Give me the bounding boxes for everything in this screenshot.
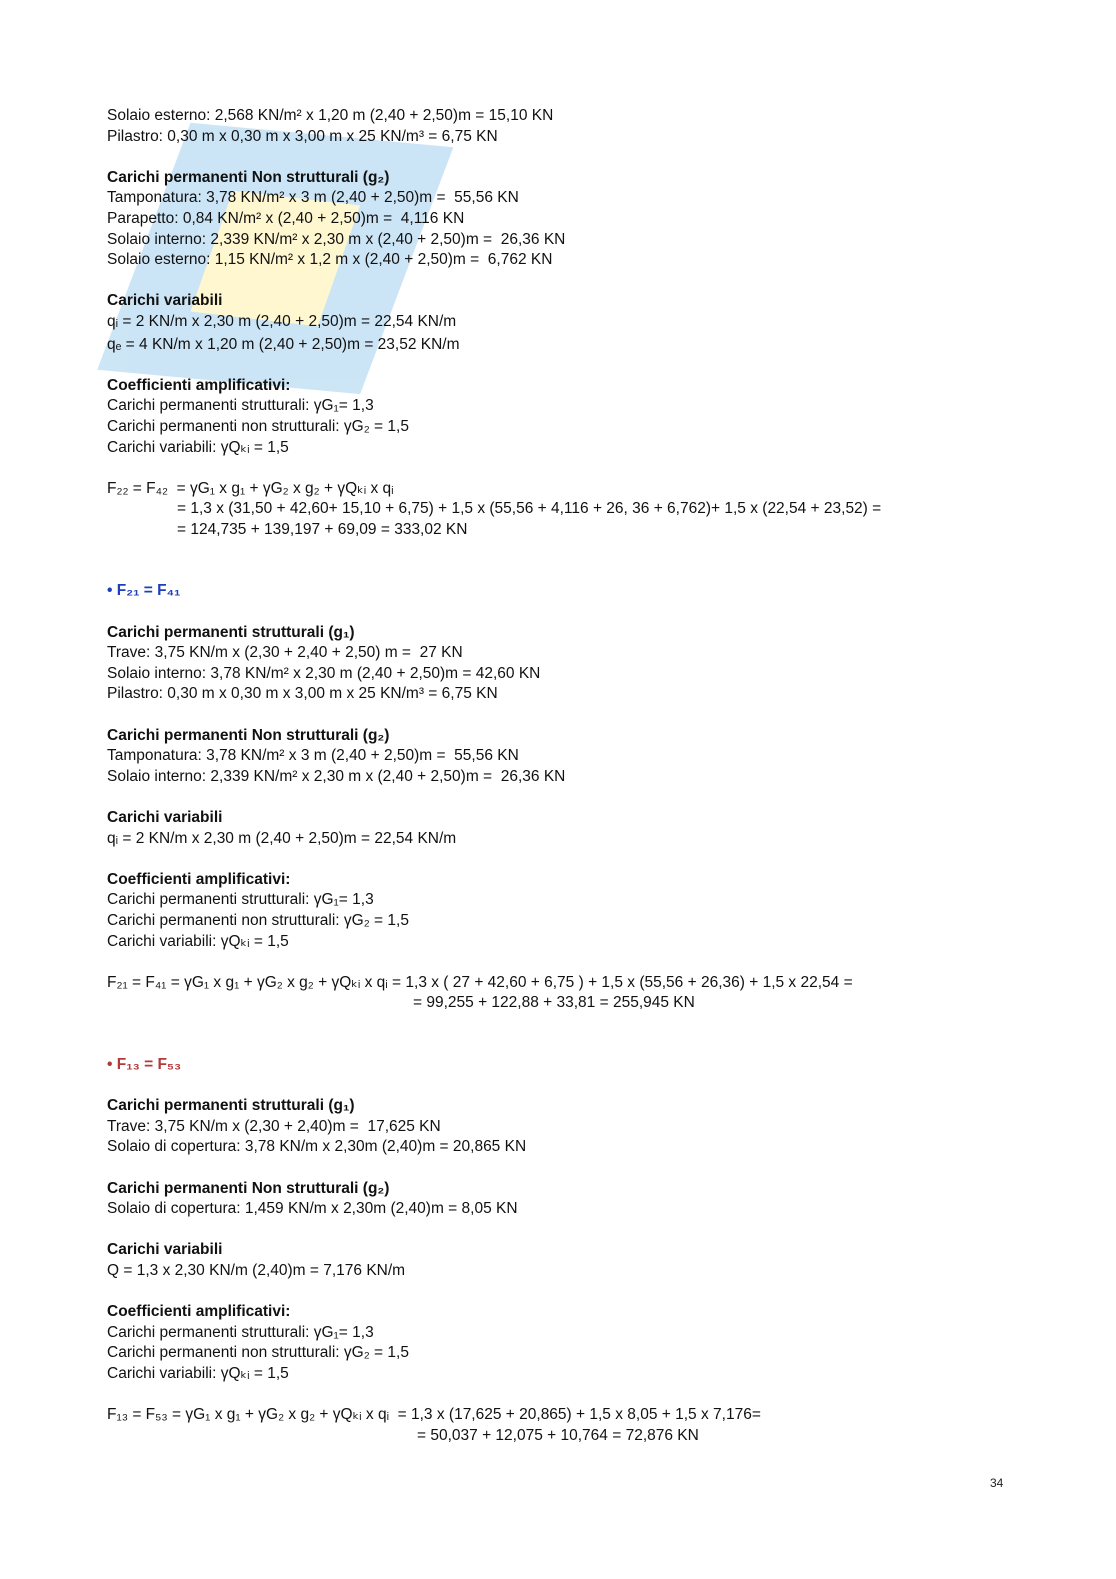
formula-line: F₂₁ = F₄₁ = γG₁ x g₁ + γG₂ x g₂ + γQₖᵢ x qᵢ = 1,3 x ( 27 + 42,60 + 6,75 ) + 1,5 x (55,56 + 26,36) + 1,5 x 22,54 = [107, 973, 853, 991]
text-line: Carichi variabili: γQₖᵢ = 1,5 [107, 438, 289, 456]
formula-line: = 50,037 + 12,075 + 10,764 = 72,876 KN [417, 1426, 699, 1444]
text-line: Carichi permanenti strutturali: γG₁= 1,3 [107, 891, 374, 909]
section-title: Carichi variabili [107, 1241, 223, 1259]
text-line: Pilastro: 0,30 m x 0,30 m x 3,00 m x 25 KN/m³ = 6,75 KN [107, 685, 498, 703]
text-line: Solaio interno: 2,339 KN/m² x 2,30 m x (2,40 + 2,50)m = 26,36 KN [107, 230, 566, 248]
section-title: Carichi permanenti Non strutturali (g₂) [107, 726, 390, 744]
text-line: Carichi permanenti non strutturali: γG₂ = 1,5 [107, 417, 409, 435]
formula-line: F₁₃ = F₅₃ = γG₁ x g₁ + γG₂ x g₂ + γQₖᵢ x qᵢ = 1,3 x (17,625 + 20,865) + 1,5 x 8,05 + 1,5 x 7,176= [107, 1406, 761, 1424]
text-line: Carichi permanenti non strutturali: γG₂ = 1,5 [107, 911, 409, 929]
section-title: Carichi variabili [107, 292, 223, 310]
text-line: Trave: 3,75 KN/m x (2,30 + 2,40)m = 17,625 KN [107, 1117, 441, 1135]
text-line: Tamponatura: 3,78 KN/m² x 3 m (2,40 + 2,50)m = 55,56 KN [107, 747, 519, 765]
formula-line: = 124,735 + 139,197 + 69,09 = 333,02 KN [177, 520, 468, 538]
text-line: Solaio interno: 2,339 KN/m² x 2,30 m x (2,40 + 2,50)m = 26,36 KN [107, 767, 566, 785]
text-line: Carichi permanenti strutturali: γG₁= 1,3 [107, 1323, 374, 1341]
section-title: Carichi variabili [107, 809, 223, 826]
text-line: Solaio di copertura: 3,78 KN/m x 2,30m (2,40)m = 20,865 KN [107, 1138, 527, 1156]
section-title: Carichi permanenti strutturali (g₁) [107, 623, 355, 641]
text-line: Carichi permanenti non strutturali: γG₂ = 1,5 [107, 1344, 409, 1362]
text-line: Carichi variabili: γQₖᵢ = 1,5 [107, 932, 289, 950]
section-title: Coefficienti amplificativi: [107, 1303, 291, 1321]
section-title: Carichi permanenti Non strutturali (g₂) [107, 168, 390, 186]
text-line: Parapetto: 0,84 KN/m² x (2,40 + 2,50)m = 4,116 KN [107, 209, 465, 227]
section-title: Coefficienti amplificativi: [107, 376, 291, 394]
text-line: Q = 1,3 x 2,30 KN/m (2,40)m = 7,176 KN/m [107, 1261, 406, 1279]
text-line: Tamponatura: 3,78 KN/m² x 3 m (2,40 + 2,50)m = 55,56 KN [107, 189, 519, 207]
text-line: qᵢ = 2 KN/m x 2,30 m (2,40 + 2,50)m = 22,54 KN/m [107, 312, 457, 330]
section-heading: • F₁₃ = F₅₃ [107, 1055, 182, 1073]
text-line: qᵢ = 2 KN/m x 2,30 m (2,40 + 2,50)m = 22,54 KN/m [107, 829, 457, 847]
text-line: Solaio di copertura: 1,459 KN/m x 2,30m (2,40)m = 8,05 KN [107, 1200, 518, 1218]
text-line: Carichi permanenti strutturali: γG₁= 1,3 [107, 397, 374, 415]
text-line: Pilastro: 0,30 m x 0,30 m x 3,00 m x 25 KN/m³ = 6,75 KN [107, 127, 498, 145]
text-line: Solaio esterno: 2,568 KN/m² x 1,20 m (2,40 + 2,50)m = 15,10 KN [107, 107, 554, 124]
section-heading: • F₂₁ = F₄₁ [107, 582, 181, 600]
section-title: Carichi permanenti strutturali (g₁) [107, 1097, 355, 1115]
text-line: Solaio interno: 3,78 KN/m² x 2,30 m (2,40 + 2,50)m = 42,60 KN [107, 664, 541, 682]
page-number: 34 [990, 1476, 1004, 1490]
formula-line: = 99,255 + 122,88 + 33,81 = 255,945 KN [413, 994, 695, 1012]
formula-line: F₂₂ = F₄₂ = γG₁ x g₁ + γG₂ x g₂ + γQₖᵢ x qᵢ [107, 479, 394, 497]
text-line: qₑ = 4 KN/m x 1,20 m (2,40 + 2,50)m = 23,52 KN/m [107, 335, 460, 353]
text-line: Carichi variabili: γQₖᵢ = 1,5 [107, 1364, 289, 1382]
formula-line: = 1,3 x (31,50 + 42,60+ 15,10 + 6,75) + 1,5 x (55,56 + 4,116 + 26, 36 + 6,762)+ 1,5 x (22,54 + 23,52) = [177, 500, 882, 518]
page-content [107, 106, 1007, 1446]
section-title: Carichi permanenti Non strutturali (g₂) [107, 1179, 390, 1197]
text-line: Solaio esterno: 1,15 KN/m² x 1,2 m x (2,40 + 2,50)m = 6,762 KN [107, 251, 553, 269]
section-title: Coefficienti amplificativi: [107, 870, 291, 888]
text-line: Trave: 3,75 KN/m x (2,30 + 2,40 + 2,50) m = 27 KN [107, 644, 463, 662]
